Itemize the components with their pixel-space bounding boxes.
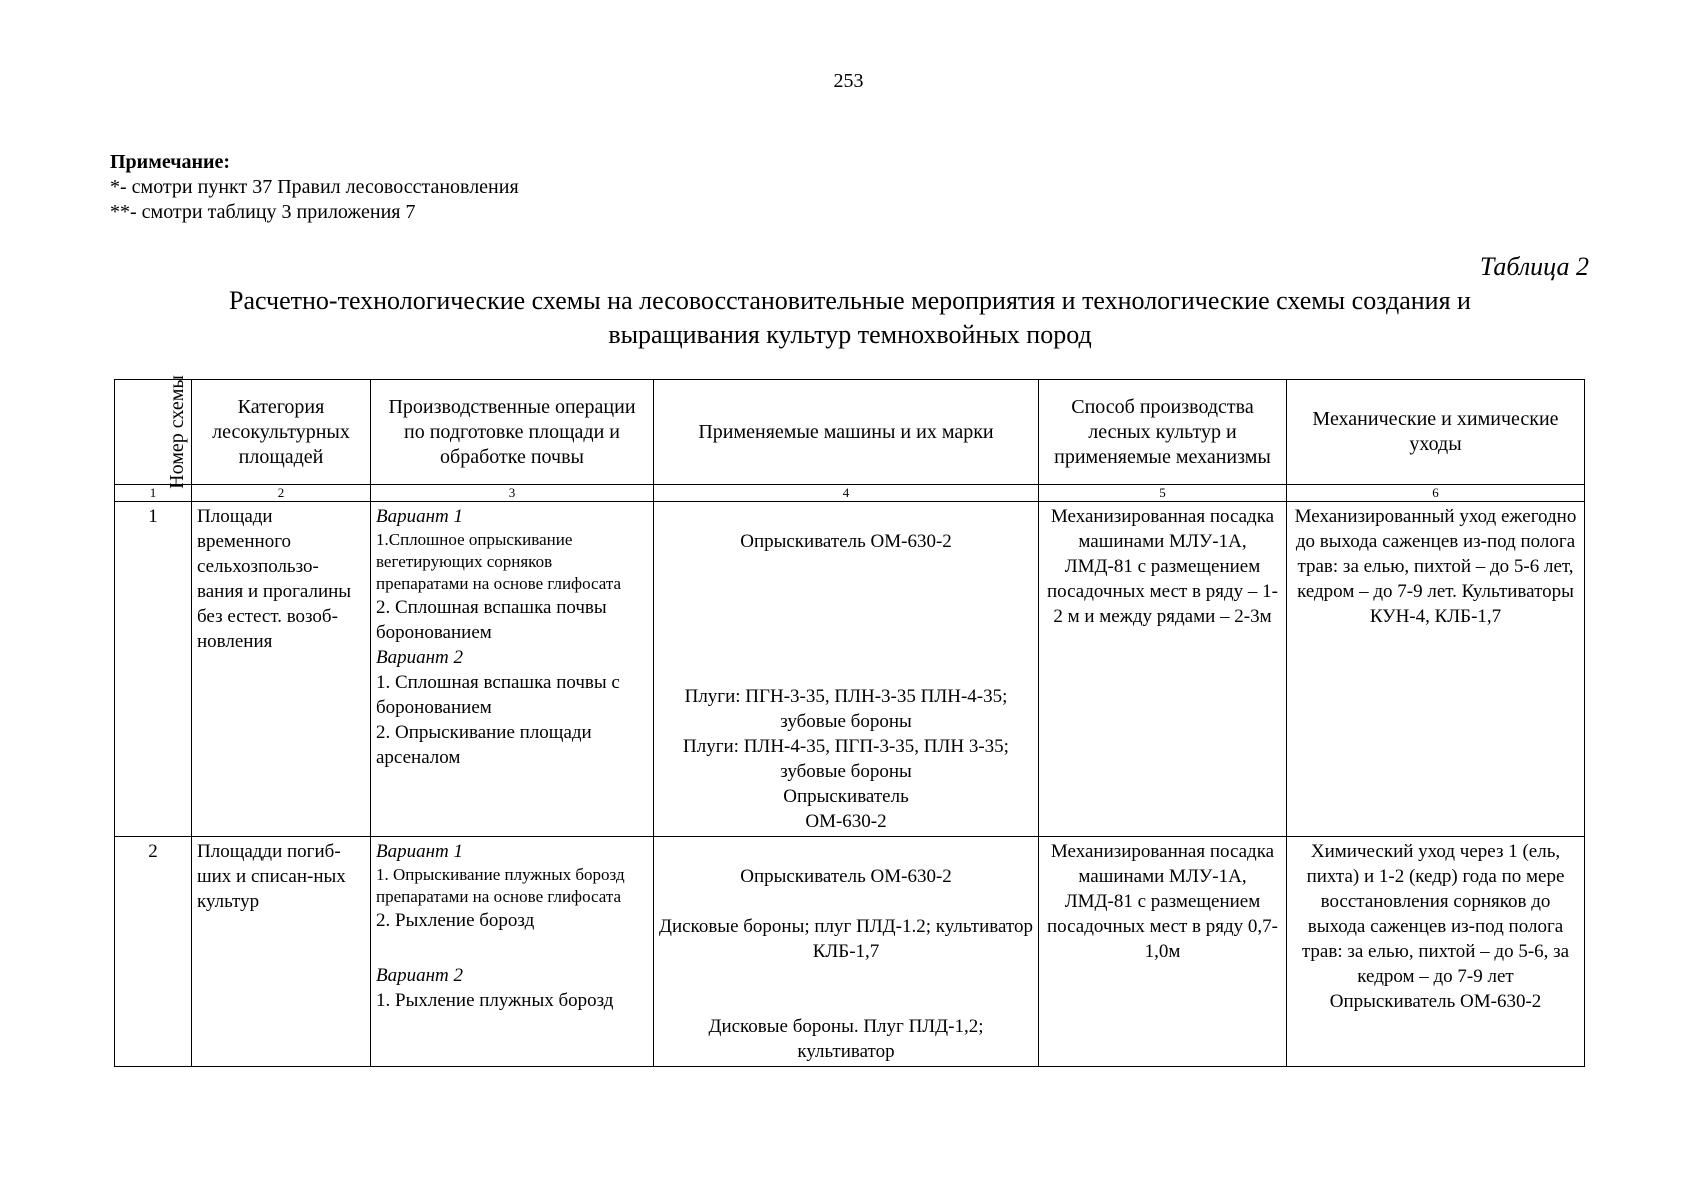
header-method: Способ производства лесных культур и применяемые механизмы bbox=[1039, 380, 1287, 485]
header-machines: Применяемые машины и их марки bbox=[654, 380, 1039, 485]
care-cell: Механизированный уход ежегодно до выхода саженцев из-под полога трав: за елью, пихтой – до 5-6 лет, кедром – до 7-9 лет. Культиваторы КУН-4, КЛБ-1,7 bbox=[1287, 502, 1585, 837]
operation-item: 2. Рыхление борозд bbox=[376, 910, 535, 931]
operation-item: 2. Сплошная вспашка почвы боронованием bbox=[376, 597, 607, 643]
machine-entry: Дисковые бороны. Плуг ПЛД-1,2; культиватор bbox=[708, 1016, 984, 1062]
page-number: 253 bbox=[833, 70, 864, 92]
operations-cell bbox=[371, 502, 654, 837]
table-row bbox=[115, 837, 1585, 1067]
machines-cell bbox=[654, 837, 1039, 1067]
machine-entry: Дисковые бороны; плуг ПЛД-1.2; культиватор КЛБ-1,7 bbox=[659, 916, 1033, 962]
header-scheme-number-label: Номер схемы bbox=[165, 374, 188, 489]
note-line-2: **- смотри таблицу 3 приложения 7 bbox=[110, 201, 416, 223]
column-number: 2 bbox=[192, 485, 371, 502]
table-title-line-1: Расчетно-технологические схемы на лесовосстановительные мероприятия и технологические схемы создания и bbox=[229, 286, 1471, 315]
category-cell: Площадди погиб-ших и списан-ных культур bbox=[192, 837, 371, 1067]
machine-entry: Опрыскиватель ОМ-630-2 bbox=[740, 866, 952, 887]
machine-entry: Плуги: ПГН-3-35, ПЛН-3-35 ПЛН-4-35; зубовые бороны bbox=[684, 686, 1008, 732]
machine-entry: ОМ-630-2 bbox=[805, 811, 887, 832]
column-number: 4 bbox=[654, 485, 1039, 502]
table-title-line-2: выращивания культур темнохвойных пород bbox=[608, 320, 1092, 349]
column-number-row bbox=[115, 485, 1585, 502]
method-cell: Механизированная посадка машинами МЛУ-1А, ЛМД-81 с размещением посадочных мест в ряду – 1-2 м и между рядами – 2-3м bbox=[1039, 502, 1287, 837]
spacer bbox=[659, 839, 1033, 864]
table-row bbox=[115, 502, 1585, 837]
care-sprayer: Опрыскиватель ОМ-630-2 bbox=[1329, 991, 1542, 1012]
spacer bbox=[659, 889, 1033, 914]
variant-label: Вариант 1 bbox=[376, 841, 464, 862]
spacer bbox=[659, 504, 1033, 529]
operation-item: 1. Опрыскивание плужных борозд препаратами на основе глифосата bbox=[376, 865, 625, 906]
column-number: 1 bbox=[115, 485, 192, 502]
spacer bbox=[659, 964, 1033, 1014]
category-cell: Площади временного сельхозпользо-вания и прогалины без естест. возоб-новления bbox=[192, 502, 371, 837]
column-number: 5 bbox=[1039, 485, 1287, 502]
care-cell bbox=[1287, 837, 1585, 1067]
table-label: Таблица 2 bbox=[1479, 252, 1589, 281]
notes-title: Примечание: bbox=[110, 151, 231, 173]
operation-item: 2. Опрыскивание площади арсеналом bbox=[376, 722, 592, 768]
header-care: Механические и химические уходы bbox=[1287, 380, 1585, 485]
header-category: Категория лесокультурных площадей bbox=[192, 380, 371, 485]
scheme-number: 1 bbox=[115, 502, 192, 837]
spacer bbox=[659, 654, 1033, 684]
operation-item: 1.Сплошное опрыскивание вегетирующих сорняков препаратами на основе глифосата bbox=[376, 530, 622, 593]
machine-entry: Опрыскиватель bbox=[783, 786, 909, 807]
machine-entry: Опрыскиватель ОМ-630-2 bbox=[740, 531, 952, 552]
method-cell: Механизированная посадка машинами МЛУ-1А, ЛМД-81 с размещением посадочных мест в ряду 0,7-1,0м bbox=[1039, 837, 1287, 1067]
note-line-1: *- смотри пункт 37 Правил лесовосстановления bbox=[110, 176, 519, 198]
care-text: Химический уход через 1 (ель, пихта) и 1-2 (кедр) года по мере восстановления сорняков до выхода саженцев из-под полога трав: за елью, пихтой – до 5-6, за кедром – до 7-9 лет bbox=[1301, 841, 1570, 987]
operations-cell bbox=[371, 837, 654, 1067]
operation-item: 1. Сплошная вспашка почвы с боронованием bbox=[376, 672, 620, 718]
spacer bbox=[659, 554, 1033, 654]
variant-label: Вариант 2 bbox=[376, 965, 464, 986]
column-number: 6 bbox=[1287, 485, 1585, 502]
scheme-number: 2 bbox=[115, 837, 192, 1067]
machines-cell bbox=[654, 502, 1039, 837]
machine-entry: Плуги: ПЛН-4-35, ПГП-3-35, ПЛН 3-35; зубовые бороны bbox=[683, 736, 1009, 782]
variant-label: Вариант 2 bbox=[376, 647, 464, 668]
operation-item: 1. Рыхление плужных борозд bbox=[376, 990, 614, 1011]
header-scheme-number bbox=[115, 374, 192, 489]
table-header-row bbox=[115, 380, 1585, 485]
notes-block bbox=[110, 150, 519, 225]
header-operations: Производственные операции по подготовке площади и обработке почвы bbox=[371, 380, 654, 485]
column-number: 3 bbox=[371, 485, 654, 502]
table-title bbox=[150, 284, 1550, 352]
spacer bbox=[376, 933, 648, 963]
schemes-table bbox=[114, 374, 1585, 1067]
variant-label: Вариант 1 bbox=[376, 506, 464, 527]
